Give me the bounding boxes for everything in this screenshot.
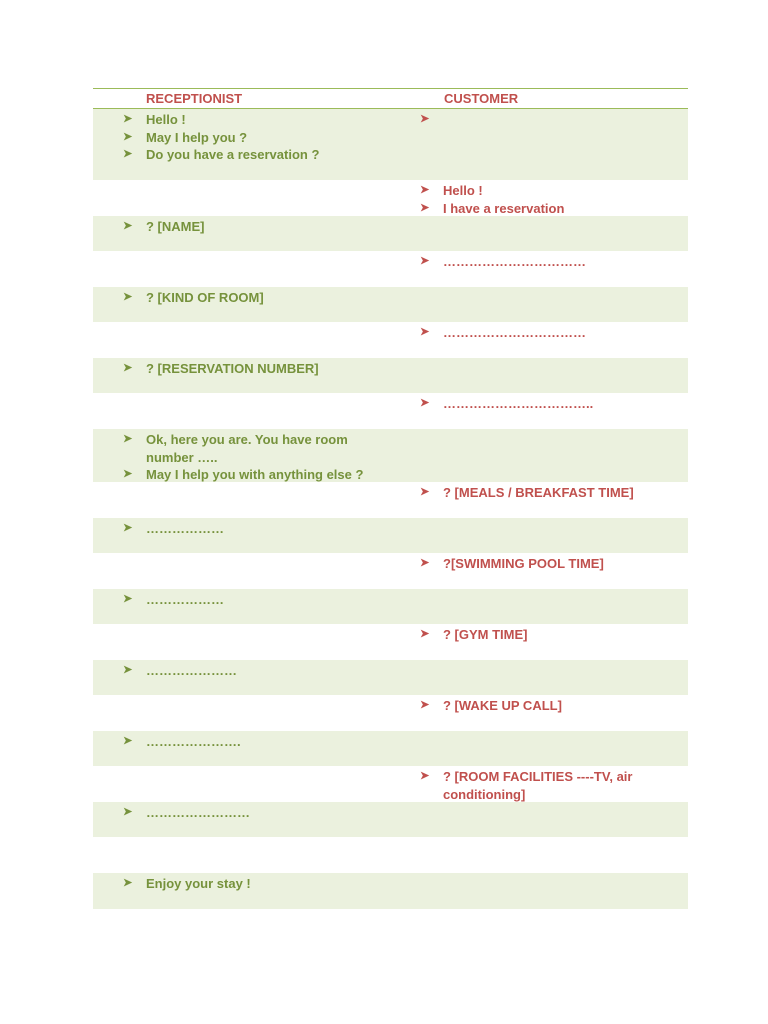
table-row [93,180,688,216]
arrowhead-bullet-icon: ➤ [123,664,133,676]
receptionist-cell [123,289,383,307]
table-row [93,695,688,731]
arrowhead-bullet-icon: ➤ [123,433,133,445]
table-row [93,393,688,429]
customer-line [420,555,685,573]
receptionist-line [123,218,383,236]
receptionist-cell [123,360,383,378]
customer-line [420,200,685,218]
header-receptionist: RECEPTIONIST [146,91,243,106]
receptionist-cell [123,591,383,609]
arrowhead-bullet-icon: ➤ [123,735,133,747]
arrowhead-bullet-icon: ➤ [123,113,133,125]
table-row [93,429,688,482]
arrowhead-bullet-icon: ➤ [123,806,133,818]
receptionist-line-text: May I help you ? [146,129,248,145]
arrowhead-bullet-icon: ➤ [420,184,430,196]
arrowhead-bullet-icon: ➤ [123,877,133,889]
table-row [93,287,688,322]
receptionist-line-text: ………………… [146,663,237,678]
table-row [93,873,688,909]
receptionist-line-text: Hello ! [146,112,186,127]
customer-cell [420,253,685,271]
table-row [93,624,688,660]
customer-line-text: ?[SWIMMING POOL TIME] [443,556,604,571]
receptionist-line [123,129,383,147]
receptionist-line [123,466,383,484]
arrowhead-bullet-icon: ➤ [420,486,430,498]
customer-line-text: ? [WAKE UP CALL] [443,698,562,713]
receptionist-line [123,875,383,893]
customer-cell [420,395,685,413]
receptionist-line-text: Enjoy your stay ! [146,876,251,891]
customer-line-text: Hello ! [443,183,483,198]
receptionist-line [123,431,383,466]
receptionist-line-text: ? [NAME] [146,219,205,234]
table-row [93,518,688,553]
table-row [93,109,688,180]
receptionist-line-text: Ok, here you are. You have room number ….. [146,432,348,465]
arrowhead-bullet-icon: ➤ [420,628,430,640]
customer-cell [420,555,685,573]
receptionist-line-text: Do you have a reservation ? [146,147,320,162]
table-row [93,322,688,358]
table-row [93,589,688,624]
customer-line-text: ? [MEALS / BREAKFAST TIME] [443,485,634,500]
arrowhead-bullet-icon: ➤ [420,113,430,125]
customer-line-text: …………………………… [443,325,586,340]
receptionist-line-text: ? [KIND OF ROOM] [146,290,264,305]
customer-line [420,768,685,803]
customer-line-text: ? [ROOM FACILITIES ----TV, air conditioning] [443,769,633,802]
receptionist-cell [123,875,383,893]
receptionist-cell [123,662,383,680]
customer-line-text: I have a reservation [443,200,565,216]
customer-cell [420,484,685,502]
table-row [93,553,688,589]
receptionist-cell [123,733,383,751]
table-row [93,837,688,873]
arrowhead-bullet-icon: ➤ [123,468,133,480]
customer-line-text: …………………………… [443,254,586,269]
receptionist-line-text: …………………. [146,734,241,749]
arrowhead-bullet-icon: ➤ [420,699,430,711]
receptionist-line-text: ? [RESERVATION NUMBER] [146,361,319,376]
customer-line-text: …………………………….. [443,396,594,411]
arrowhead-bullet-icon: ➤ [123,291,133,303]
table-row [93,731,688,766]
receptionist-line [123,733,383,751]
receptionist-line [123,520,383,538]
arrowhead-bullet-icon: ➤ [123,220,133,232]
customer-cell [420,182,685,217]
header-customer: CUSTOMER [444,91,519,106]
customer-cell [420,626,685,644]
arrowhead-bullet-icon: ➤ [123,593,133,605]
customer-line [420,182,685,200]
table-row [93,802,688,837]
arrowhead-bullet-icon: ➤ [420,326,430,338]
dialogue-table [93,88,688,909]
arrowhead-bullet-icon: ➤ [420,201,430,214]
arrowhead-bullet-icon: ➤ [420,557,430,569]
receptionist-line-text: ……………… [146,521,224,536]
table-row [93,482,688,518]
customer-line [420,697,685,715]
table-row [93,766,688,802]
customer-line [420,253,685,271]
receptionist-line-text: May I help you with anything else ? [146,467,364,482]
receptionist-line [123,289,383,307]
arrowhead-bullet-icon: ➤ [420,397,430,409]
receptionist-cell [123,431,383,484]
arrowhead-bullet-icon: ➤ [420,255,430,267]
customer-cell [420,697,685,715]
receptionist-line [123,804,383,822]
customer-line-text: ? [GYM TIME] [443,627,528,642]
receptionist-line [123,360,383,378]
receptionist-line [123,146,383,164]
receptionist-line-text: …………………… [146,805,250,820]
arrowhead-bullet-icon: ➤ [123,148,133,160]
arrowhead-bullet-icon: ➤ [123,522,133,534]
table-row [93,660,688,695]
table-header [93,88,688,109]
receptionist-line [123,662,383,680]
customer-line [420,395,685,413]
receptionist-line [123,591,383,609]
receptionist-cell [123,520,383,538]
customer-cell [420,768,685,803]
customer-line [420,484,685,502]
customer-line [420,626,685,644]
receptionist-cell [123,218,383,236]
arrowhead-bullet-icon: ➤ [123,362,133,374]
table-row [93,358,688,393]
receptionist-line [123,111,383,129]
receptionist-line-text: ……………… [146,592,224,607]
customer-cell [420,324,685,342]
receptionist-cell [123,804,383,822]
arrowhead-bullet-icon: ➤ [123,130,133,143]
table-row [93,216,688,251]
receptionist-cell [123,111,383,164]
arrowhead-bullet-icon: ➤ [420,770,430,782]
table-row [93,251,688,287]
dialogue-rows [93,109,688,909]
customer-line [420,324,685,342]
